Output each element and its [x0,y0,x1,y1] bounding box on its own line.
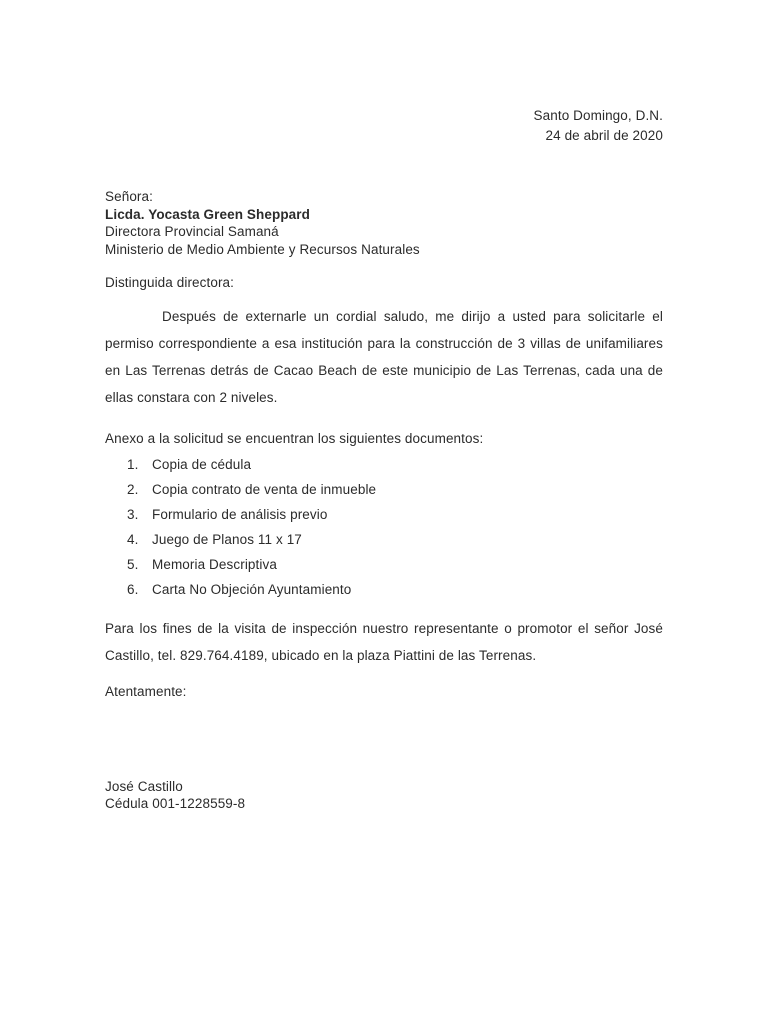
list-item [105,527,663,552]
list-item-label: Carta No Objeción Ayuntamiento [152,582,352,597]
closing-paragraph: Para los fines de la visita de inspección nuestro representante o promotor el señor José Castillo, tel. 829.764.4189, ubicado en la plaza Piattini de las Terrenas. [105,621,663,663]
list-item [105,477,663,502]
list-item [105,552,663,577]
signature-block [105,779,245,812]
list-item [105,502,663,527]
list-item [105,577,663,602]
recipient-position: Directora Provincial Samaná [105,224,279,239]
signature-name: José Castillo [105,779,183,794]
place-line: Santo Domingo, D.N. [533,108,663,123]
annex-intro: Anexo a la solicitud se encuentran los siguientes documentos: [105,431,484,446]
list-item-number: 6. [127,582,139,597]
date-block [105,106,663,146]
recipient-name: Licda. Yocasta Green Sheppard [105,206,310,222]
list-item-number: 1. [127,457,139,472]
list-item-number: 4. [127,532,139,547]
body-paragraph: Después de externarle un cordial saludo, me dirijo a usted para solicitarle el permiso correspondiente a esa institución para la construcción de 3 villas de unifamiliares en Las Terrenas detrás de Cacao Beach de este municipio de Las Terrenas, cada una de ellas constara con 2 niveles. [105,309,663,405]
list-item-label: Memoria Descriptiva [152,557,277,572]
list-item [105,452,663,477]
recipient-honorific: Señora: [105,189,153,204]
document-list [105,452,663,602]
list-item-number: 3. [127,507,139,522]
list-item-label: Copia contrato de venta de inmueble [152,482,377,497]
list-item-number: 2. [127,482,139,497]
signoff: Atentamente: [105,684,187,699]
list-item-number: 5. [127,557,139,572]
list-item-label: Formulario de análisis previo [152,507,328,522]
list-item-label: Juego de Planos 11 x 17 [152,532,302,547]
list-item-label: Copia de cédula [152,457,252,472]
recipient-block [105,188,663,258]
signature-id: Cédula 001-1228559-8 [105,795,246,811]
date-line: 24 de abril de 2020 [545,128,663,143]
salutation: Distinguida directora: [105,275,235,290]
recipient-organization: Ministerio de Medio Ambiente y Recursos Naturales [105,241,420,257]
